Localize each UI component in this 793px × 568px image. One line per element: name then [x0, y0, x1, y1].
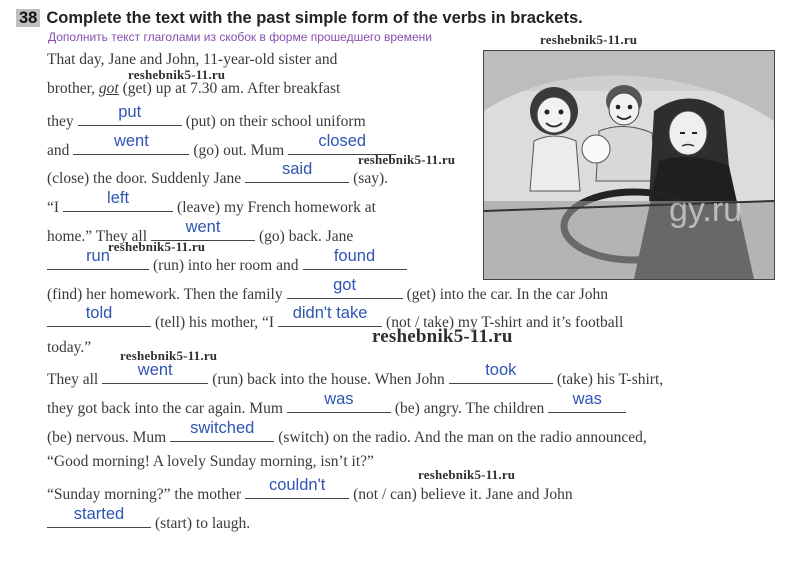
text-line-13: they got back into the car again. Mum was (be) angry. The children was: [47, 396, 630, 418]
watermark-text: reshebnik5-11.ru: [540, 32, 638, 47]
answer-blank[interactable]: left: [63, 195, 173, 212]
answer-blank[interactable]: closed: [288, 138, 396, 155]
answer-blank[interactable]: put: [78, 109, 182, 126]
watermark-text: reshebnik5-11.ru: [372, 326, 513, 347]
exercise-number: 38: [16, 9, 40, 27]
answer-blank[interactable]: said: [245, 166, 349, 183]
text-line-8: run (run) into her room and found: [47, 253, 411, 275]
car-family-illustration: [483, 50, 775, 280]
text-line-4: and went (go) out. Mum closed: [47, 138, 400, 160]
text-line-6: “I left (leave) my French homework at: [47, 189, 376, 216]
text-line-7: home.” They all went (go) back. Jane: [47, 218, 354, 245]
exercise-subtitle: Дополнить текст глаголами из скобок в форме прошедшего времени: [48, 30, 432, 44]
text-line-12: They all went (run) back into the house. When John took (take) his T-shirt,: [47, 361, 664, 388]
text-line-3: they put (put) on their school uniform: [47, 103, 366, 130]
answer-blank[interactable]: couldn't: [245, 482, 349, 499]
answer-blank[interactable]: was: [548, 396, 626, 413]
exercise-title: Complete the text with the past simple form of the verbs in brackets.: [46, 9, 583, 27]
text-line-11: today.”: [47, 339, 92, 356]
answer-blank[interactable]: didn't take: [278, 310, 382, 327]
watermark-text: reshebnik5-11.ru: [418, 467, 516, 482]
watermark-text: reshebnik5-11.ru: [120, 348, 218, 363]
answer-blank[interactable]: took: [449, 367, 553, 384]
exercise-header: [16, 9, 583, 28]
answer-blank[interactable]: was: [287, 396, 391, 413]
text-line-15: “Good morning! A lovely Sunday morning, isn’t it?”: [47, 453, 374, 470]
text-line-16: “Sunday morning?” the mother couldn't (not / can) believe it. Jane and John: [47, 476, 573, 503]
text-line-17: started (start) to laugh.: [47, 511, 250, 533]
answer-blank[interactable]: went: [151, 224, 255, 241]
watermark-text: reshebnik5-11.ru: [128, 67, 226, 82]
text-line-5: (close) the door. Suddenly Jane said (say).: [47, 160, 389, 187]
watermark-text: reshebnik5-11.ru: [358, 152, 456, 167]
answer-blank[interactable]: told: [47, 310, 151, 327]
answer-blank[interactable]: got: [287, 282, 403, 299]
text-line-2: brother, got (get) up at 7.30 am. After breakfast: [47, 80, 341, 97]
answer-blank[interactable]: went: [73, 138, 189, 155]
answer-blank[interactable]: found: [303, 253, 407, 270]
answer-blank[interactable]: went: [102, 367, 208, 384]
example-answer: got: [98, 80, 119, 97]
text-line-1: That day, Jane and John, 11-year-old sister and: [47, 51, 338, 68]
text-line-10: told (tell) his mother, “I didn't take (not / take) my T-shirt and it’s football: [47, 310, 623, 332]
answer-blank[interactable]: switched: [170, 425, 274, 442]
text-line-9: (find) her homework. Then the family got (get) into the car. In the car John: [47, 276, 609, 303]
answer-blank[interactable]: started: [47, 511, 151, 528]
answer-blank[interactable]: run: [47, 253, 149, 270]
text-line-14: (be) nervous. Mum switched (switch) on the radio. And the man on the radio announced,: [47, 419, 647, 446]
watermark-text: reshebnik5-11.ru: [108, 239, 206, 254]
illustration-watermark: gy.ru: [669, 191, 743, 229]
